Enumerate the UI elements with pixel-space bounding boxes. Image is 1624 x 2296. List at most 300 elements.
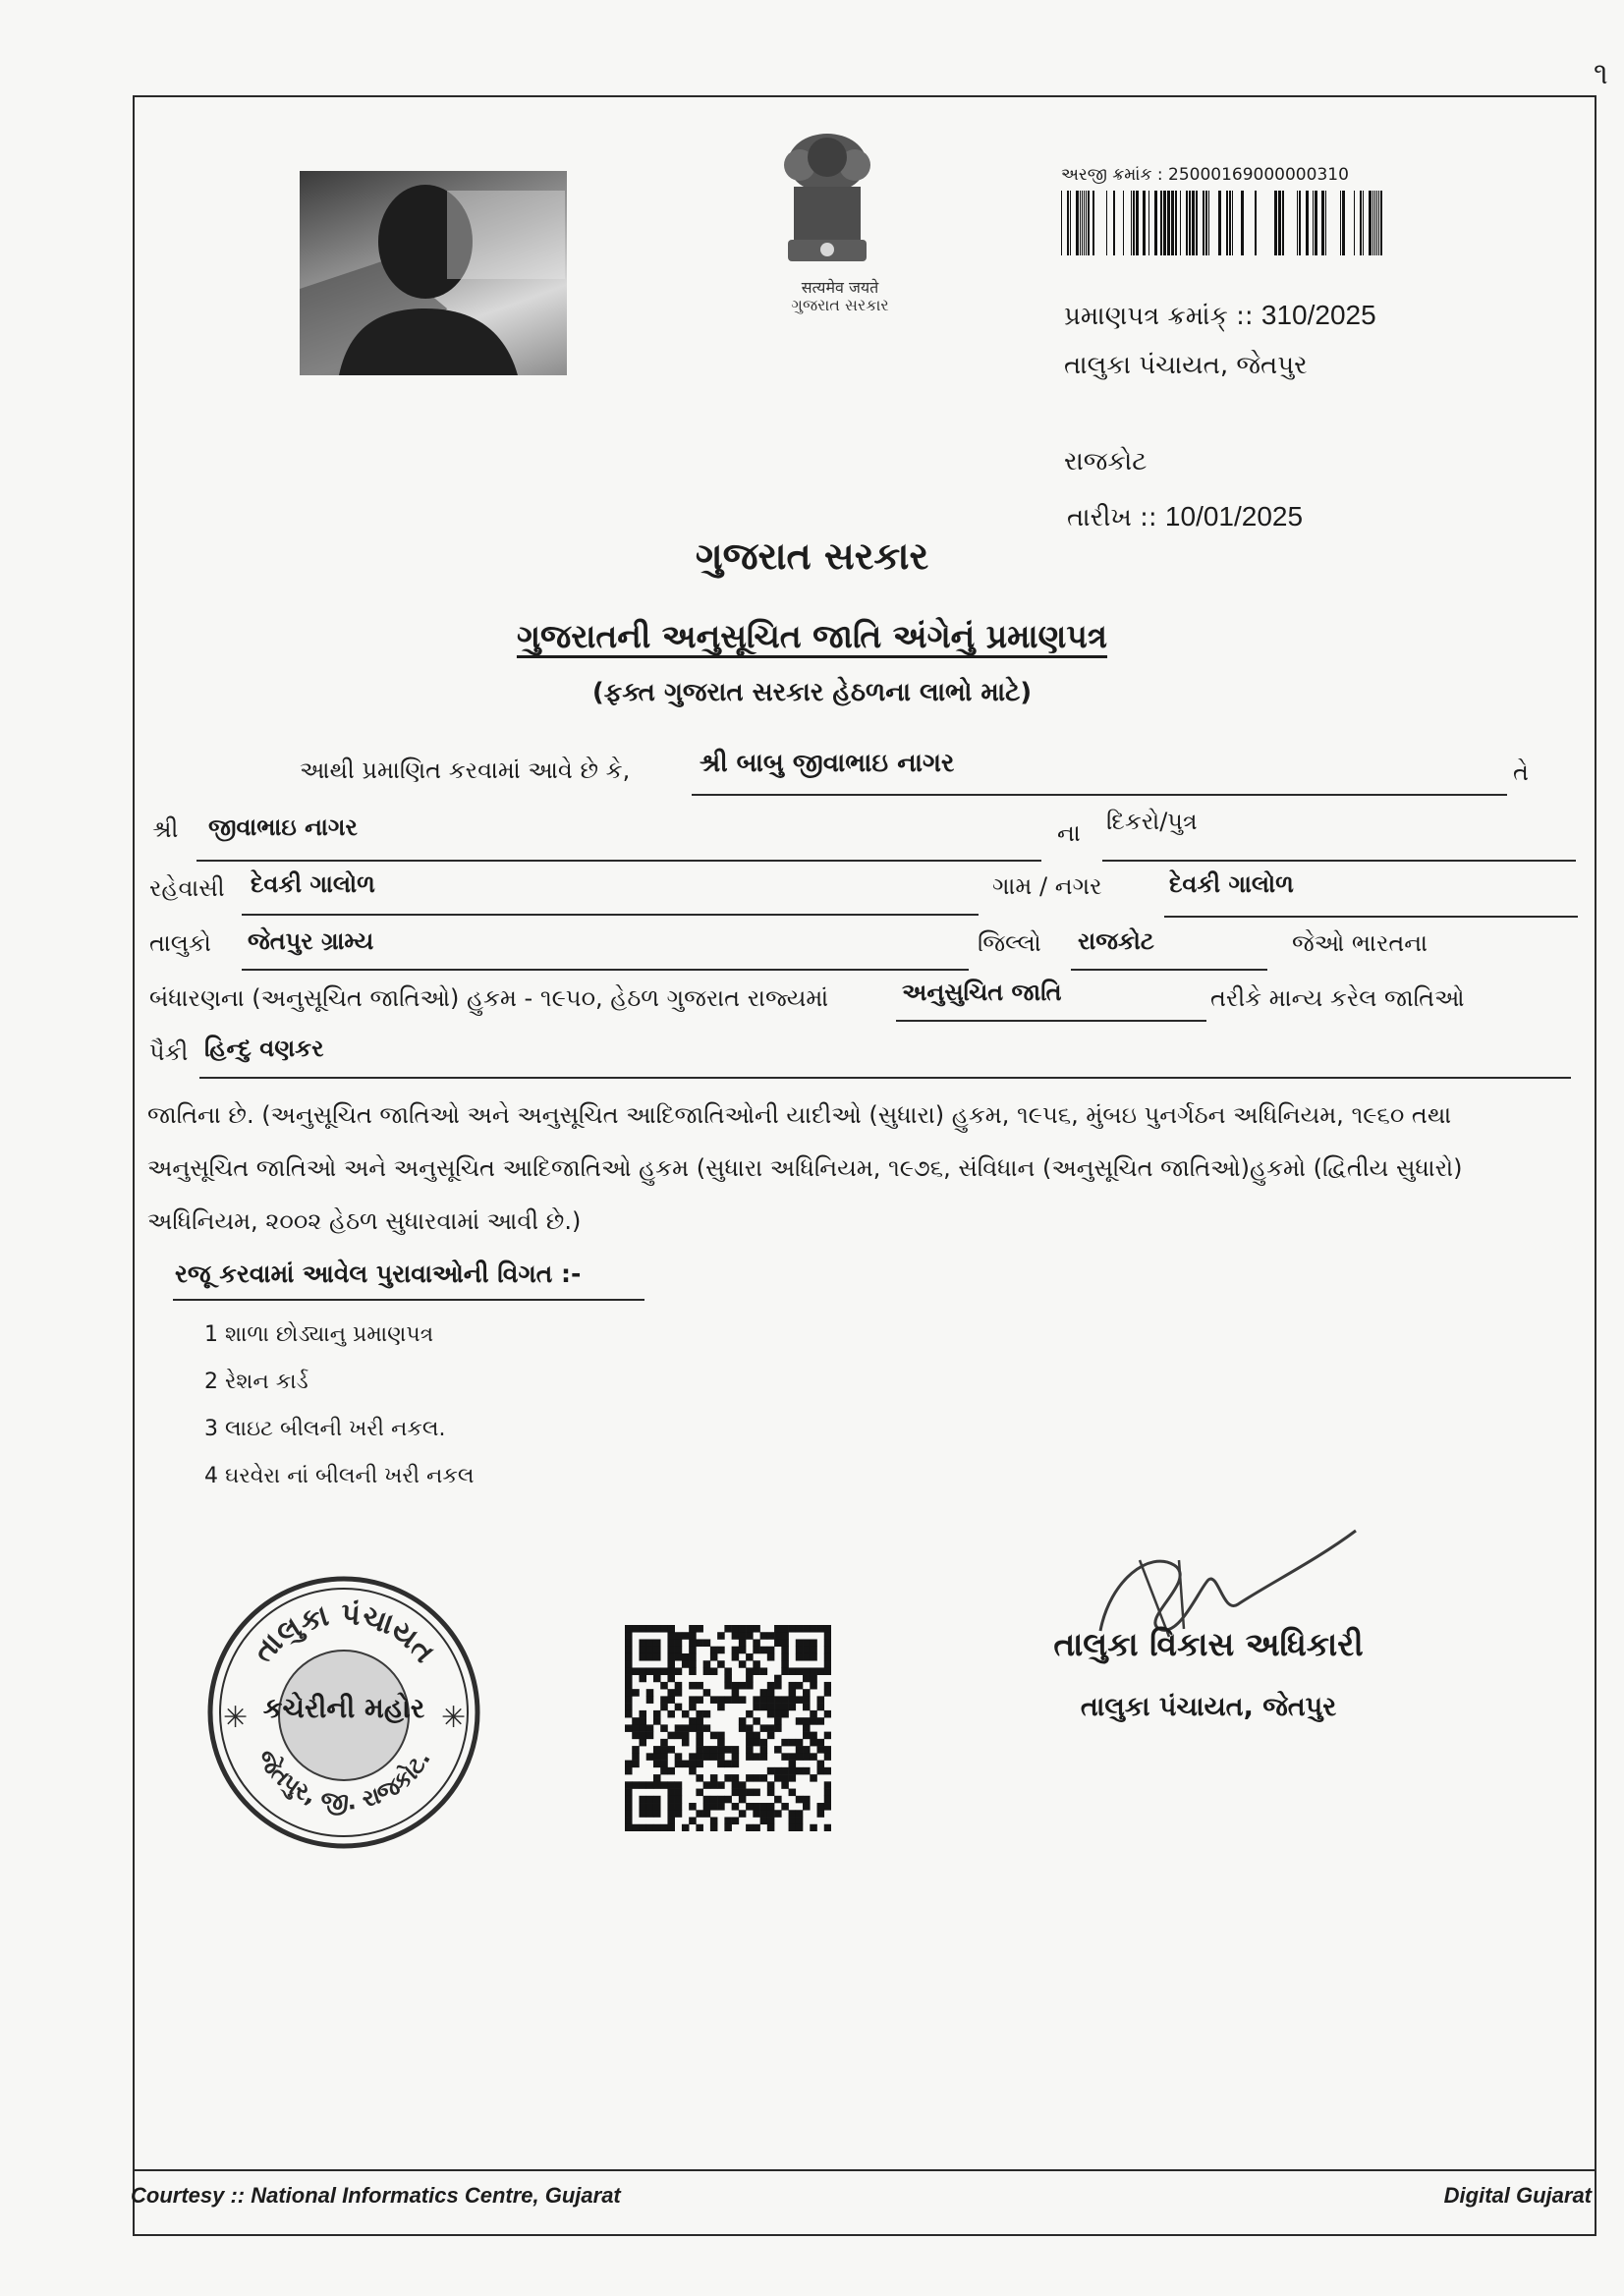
qr-module [760,1667,768,1675]
qr-module [703,1724,711,1732]
qr-module [796,1810,804,1818]
qr-module [653,1781,661,1789]
qr-module [675,1781,683,1789]
qr-module [675,1647,683,1654]
qr-module [739,1781,747,1789]
applicant-photo [300,171,567,375]
qr-module [789,1810,797,1818]
qr-module [717,1796,725,1804]
qr-module [682,1632,690,1640]
qr-module [724,1682,732,1690]
qr-module [746,1824,754,1831]
father-name-line [196,860,1041,862]
qr-module [675,1761,683,1768]
qr-module [803,1653,811,1661]
documents-heading: રજૂ કરવામાં આવેલ પુરાવાઓની વિગત :- [175,1260,582,1288]
qr-module [817,1625,825,1633]
signatory-office: તાલુકા પંચાયત, જેતપુર [1080,1692,1337,1722]
qr-module [767,1789,775,1797]
qr-module [667,1789,675,1797]
village-value: દેવકી ગાલોળ [1169,870,1294,898]
qr-module [796,1696,804,1704]
qr-module [739,1660,747,1668]
barcode-bar [1106,191,1107,255]
qr-module [660,1682,668,1690]
barcode-bar [1067,191,1069,255]
barcode-bar [1082,191,1083,255]
taluka-label: તાલુકો [149,929,211,957]
qr-module [732,1653,740,1661]
qr-module [789,1753,797,1761]
qr-module [824,1803,831,1811]
qr-module [760,1696,768,1704]
qr-module [796,1717,804,1725]
qr-module [653,1675,661,1683]
qr-module [675,1653,683,1661]
qr-module [703,1667,711,1675]
relation: દિકરો/પુત્ર [1106,808,1198,835]
qr-module [824,1746,831,1754]
qr-module [789,1667,797,1675]
qr-module [696,1625,703,1633]
qr-module [817,1767,825,1775]
qr-module [703,1660,711,1668]
qr-module [639,1647,646,1654]
qr-module [696,1696,703,1704]
qr-module [789,1704,797,1711]
qr-module [781,1710,789,1718]
barcode-bar [1369,191,1372,255]
qr-module [703,1803,711,1811]
barcode-bar [1274,191,1277,255]
seal-bottom-text: જેતપુર, જી. રાજકોટ. [251,1745,436,1817]
qr-module [732,1746,740,1754]
qr-module [667,1746,675,1754]
resident-label: રહેવાસી [149,874,225,902]
qr-module [724,1625,732,1633]
qr-module [703,1810,711,1818]
qr-module [803,1803,811,1811]
qr-module [632,1761,640,1768]
qr-module [810,1625,817,1633]
qr-module [675,1689,683,1697]
qr-module [660,1824,668,1831]
taluka-line [242,969,969,971]
qr-module [824,1824,831,1831]
qr-module [810,1710,817,1718]
qr-module [803,1647,811,1654]
list-item: 4 ઘરવેરા નાં બીલની ખરી નકલ [204,1464,475,1488]
qr-module [767,1803,775,1811]
qr-module [760,1803,768,1811]
barcode-bar [1076,191,1079,255]
barcode-bar [1203,191,1204,255]
qr-module [710,1824,718,1831]
barcode-bar [1133,191,1135,255]
qr-module [789,1818,797,1825]
qr-module [710,1696,718,1704]
qr-module [789,1739,797,1747]
qr-module [717,1704,725,1711]
qr-module [667,1810,675,1818]
qr-module [774,1639,782,1647]
qr-module [646,1696,654,1704]
qr-module [675,1789,683,1797]
qr-module [781,1739,789,1747]
barcode-bar [1113,191,1115,255]
barcode-bar [1315,191,1317,255]
qr-module [803,1732,811,1740]
barcode-bar [1374,191,1375,255]
qr-module [632,1667,640,1675]
qr-module [824,1660,831,1668]
qr-code [625,1625,831,1831]
qr-module [781,1653,789,1661]
resident-value: દેવકી ગાલોળ [251,870,375,898]
qr-module [760,1810,768,1818]
qr-module [660,1625,668,1633]
qr-module [646,1810,654,1818]
qr-module [746,1625,754,1633]
qr-module [653,1796,661,1804]
taluka-value: જેતપુર ગ્રામ્ય [248,927,374,955]
qr-module [796,1639,804,1647]
qr-module [660,1667,668,1675]
qr-module [817,1704,825,1711]
qr-module [753,1774,760,1782]
page-number: ૧ [1594,57,1608,91]
na-text: ના [1057,819,1081,847]
qr-module [739,1810,747,1818]
barcode-bar [1171,191,1174,255]
qr-module [774,1625,782,1633]
qr-module [646,1653,654,1661]
barcode-bar [1136,191,1139,255]
qr-module [767,1696,775,1704]
signatory-title: તાલુકા વિકાસ અધિકારી [1053,1625,1364,1663]
qr-module [675,1667,683,1675]
certificate-number: 310/2025 [1260,300,1376,330]
qr-module [653,1667,661,1675]
qr-module [710,1647,718,1654]
qr-module [667,1781,675,1789]
qr-module [774,1724,782,1732]
qr-module [639,1675,646,1683]
qr-module [689,1653,697,1661]
qr-module [810,1647,817,1654]
qr-module [781,1774,789,1782]
qr-module [667,1660,675,1668]
qr-module [632,1689,640,1697]
qr-module [746,1803,754,1811]
qr-module [724,1696,732,1704]
qr-module [732,1682,740,1690]
qr-module [717,1739,725,1747]
barcode-bar [1143,191,1146,255]
qr-module [717,1753,725,1761]
qr-module [667,1647,675,1654]
barcode-bar [1070,191,1071,255]
qr-module [796,1818,804,1825]
qr-module [689,1724,697,1732]
qr-module [632,1724,640,1732]
qr-module [625,1625,633,1633]
qr-module [667,1796,675,1804]
qr-module [696,1810,703,1818]
issue-date: 10/01/2025 [1164,501,1304,532]
qr-module [760,1746,768,1754]
qr-module [781,1660,789,1668]
qr-module [653,1639,661,1647]
qr-module [625,1682,633,1690]
shri-text: શ્રી [152,815,179,843]
qr-module [824,1639,831,1647]
barcode-bar [1175,191,1177,255]
qr-module [781,1667,789,1675]
qr-module [810,1739,817,1747]
list-item: 2 રેશન કાર્ડ [204,1370,308,1394]
seal-middle-text: કચેરીની મહોર [262,1692,425,1724]
qr-module [625,1689,633,1697]
qr-module [646,1753,654,1761]
barcode-bar [1226,191,1228,255]
qr-module [667,1803,675,1811]
qr-module [689,1647,697,1654]
barcode-bar [1241,191,1244,255]
emblem-government: ગુજરાત સરકાર [791,296,889,314]
qr-module [817,1739,825,1747]
qr-module [625,1724,633,1732]
qr-module [625,1653,633,1661]
qr-module [653,1761,661,1768]
qr-module [810,1675,817,1683]
qr-module [625,1796,633,1804]
qr-module [810,1753,817,1761]
qr-module [746,1632,754,1640]
qr-module [803,1696,811,1704]
qr-module [703,1796,711,1804]
qr-module [796,1625,804,1633]
qr-module [667,1696,675,1704]
qr-module [767,1682,775,1690]
village-label: ગામ / નગર [992,872,1102,900]
qr-module [667,1818,675,1825]
qr-module [760,1704,768,1711]
qr-module [653,1653,661,1661]
qr-module [639,1710,646,1718]
qr-module [767,1724,775,1732]
barcode-bar [1148,191,1149,255]
qr-module [710,1803,718,1811]
qr-module [817,1717,825,1725]
barcode-bar [1131,191,1132,255]
qr-module [660,1761,668,1768]
qr-module [682,1710,690,1718]
barcode-bar [1088,191,1090,255]
qr-module [803,1704,811,1711]
qr-module [625,1696,633,1704]
constitution-text: બંધારણના (અનુસૂચિત જાતિઓ) હુકમ - ૧૯૫૦, હેઠળ ગુજરાત રાજ્યમાં [149,984,829,1012]
qr-module [639,1724,646,1732]
qr-module [817,1803,825,1811]
barcode-bar [1205,191,1207,255]
barcode-bar [1232,191,1233,255]
india-text: જેઓ ભારતના [1292,929,1428,957]
seal-top-text: તાલુકા પંચાયત [246,1596,442,1670]
qr-module [796,1682,804,1690]
qr-module [639,1732,646,1740]
qr-module [689,1761,697,1768]
qr-module [660,1746,668,1754]
qr-module [667,1639,675,1647]
qr-module [646,1732,654,1740]
qr-module [689,1803,697,1811]
qr-module [625,1818,633,1825]
qr-module [803,1689,811,1697]
qr-module [667,1675,675,1683]
qr-module [639,1824,646,1831]
qr-module [689,1717,697,1725]
qr-module [675,1803,683,1811]
paiki-text: પૈકી [149,1038,189,1066]
qr-module [767,1767,775,1775]
caste-line [199,1077,1571,1079]
qr-module [717,1632,725,1640]
qr-module [796,1746,804,1754]
qr-module [810,1717,817,1725]
barcode [1061,191,1385,255]
qr-module [732,1647,740,1654]
qr-module [675,1753,683,1761]
barcode-bar [1208,191,1209,255]
date-label: તારીખ [1067,503,1132,532]
applicant-name-line [692,794,1507,796]
qr-module [675,1724,683,1732]
qr-module [810,1774,817,1782]
qr-module [739,1724,747,1732]
qr-module [703,1689,711,1697]
qr-module [803,1746,811,1754]
barcode-bar [1376,191,1377,255]
qr-module [632,1781,640,1789]
qr-module [739,1639,747,1647]
qr-module [746,1774,754,1782]
qr-module [767,1732,775,1740]
barcode-bar [1354,191,1355,255]
qr-module [632,1824,640,1831]
barcode-bar [1086,191,1087,255]
qr-module [710,1774,718,1782]
qr-module [689,1682,697,1690]
person-silhouette-icon [300,171,567,375]
qr-module [646,1647,654,1654]
qr-module [796,1753,804,1761]
qr-module [689,1632,697,1640]
qr-module [803,1753,811,1761]
qr-module [760,1724,768,1732]
qr-module [746,1675,754,1683]
qr-module [781,1753,789,1761]
qr-module [774,1767,782,1775]
qr-module [689,1667,697,1675]
qr-module [625,1704,633,1711]
barcode-bar [1080,191,1081,255]
qr-module [660,1696,668,1704]
qr-module [732,1625,740,1633]
qr-module [625,1660,633,1668]
qr-module [746,1653,754,1661]
qr-module [625,1810,633,1818]
application-separator: : [1151,165,1169,185]
qr-module [724,1774,732,1782]
qr-module [781,1625,789,1633]
qr-module [660,1767,668,1775]
category-value: અનુસુચિત જાતિ [902,979,1062,1006]
qr-module [632,1746,640,1754]
footer-divider [133,2169,1595,2171]
qr-module [667,1653,675,1661]
qr-module [774,1774,782,1782]
barcode-bar [1321,191,1324,255]
qr-module [717,1781,725,1789]
government-heading: ગુજરાત સરકાર [695,534,929,578]
barcode-bar [1186,191,1188,255]
qr-module [817,1746,825,1754]
qr-module [724,1824,732,1831]
emblem-motto: सत्यमेव जयते [801,278,879,297]
qr-module [639,1625,646,1633]
qr-module [717,1660,725,1668]
qr-module [824,1710,831,1718]
barcode-bar [1372,191,1373,255]
qr-module [632,1732,640,1740]
barcode-bar [1278,191,1281,255]
qr-module [746,1710,754,1718]
qr-module [824,1732,831,1740]
qr-module [639,1653,646,1661]
barcode-bar [1192,191,1195,255]
district-line [1071,969,1267,971]
qr-module [824,1632,831,1640]
state-emblem-icon [776,124,878,281]
qr-module [710,1653,718,1661]
qr-module [803,1625,811,1633]
qr-module [796,1667,804,1675]
qr-module [696,1739,703,1747]
qr-module [710,1667,718,1675]
qr-module [717,1746,725,1754]
qr-module [639,1781,646,1789]
qr-module [803,1767,811,1775]
qr-module [646,1796,654,1804]
qr-module [667,1689,675,1697]
qr-module [682,1824,690,1831]
qr-module [625,1761,633,1768]
qr-module [732,1689,740,1697]
qr-module [753,1753,760,1761]
barcode-bar [1154,191,1157,255]
qr-module [696,1717,703,1725]
qr-module [781,1704,789,1711]
qr-module [753,1732,760,1740]
qr-module [789,1824,797,1831]
qr-module [667,1632,675,1640]
district-label: જિલ્લો [978,929,1041,957]
qr-module [746,1789,754,1797]
qr-module [682,1660,690,1668]
qr-module [767,1704,775,1711]
barcode-bar [1196,191,1198,255]
